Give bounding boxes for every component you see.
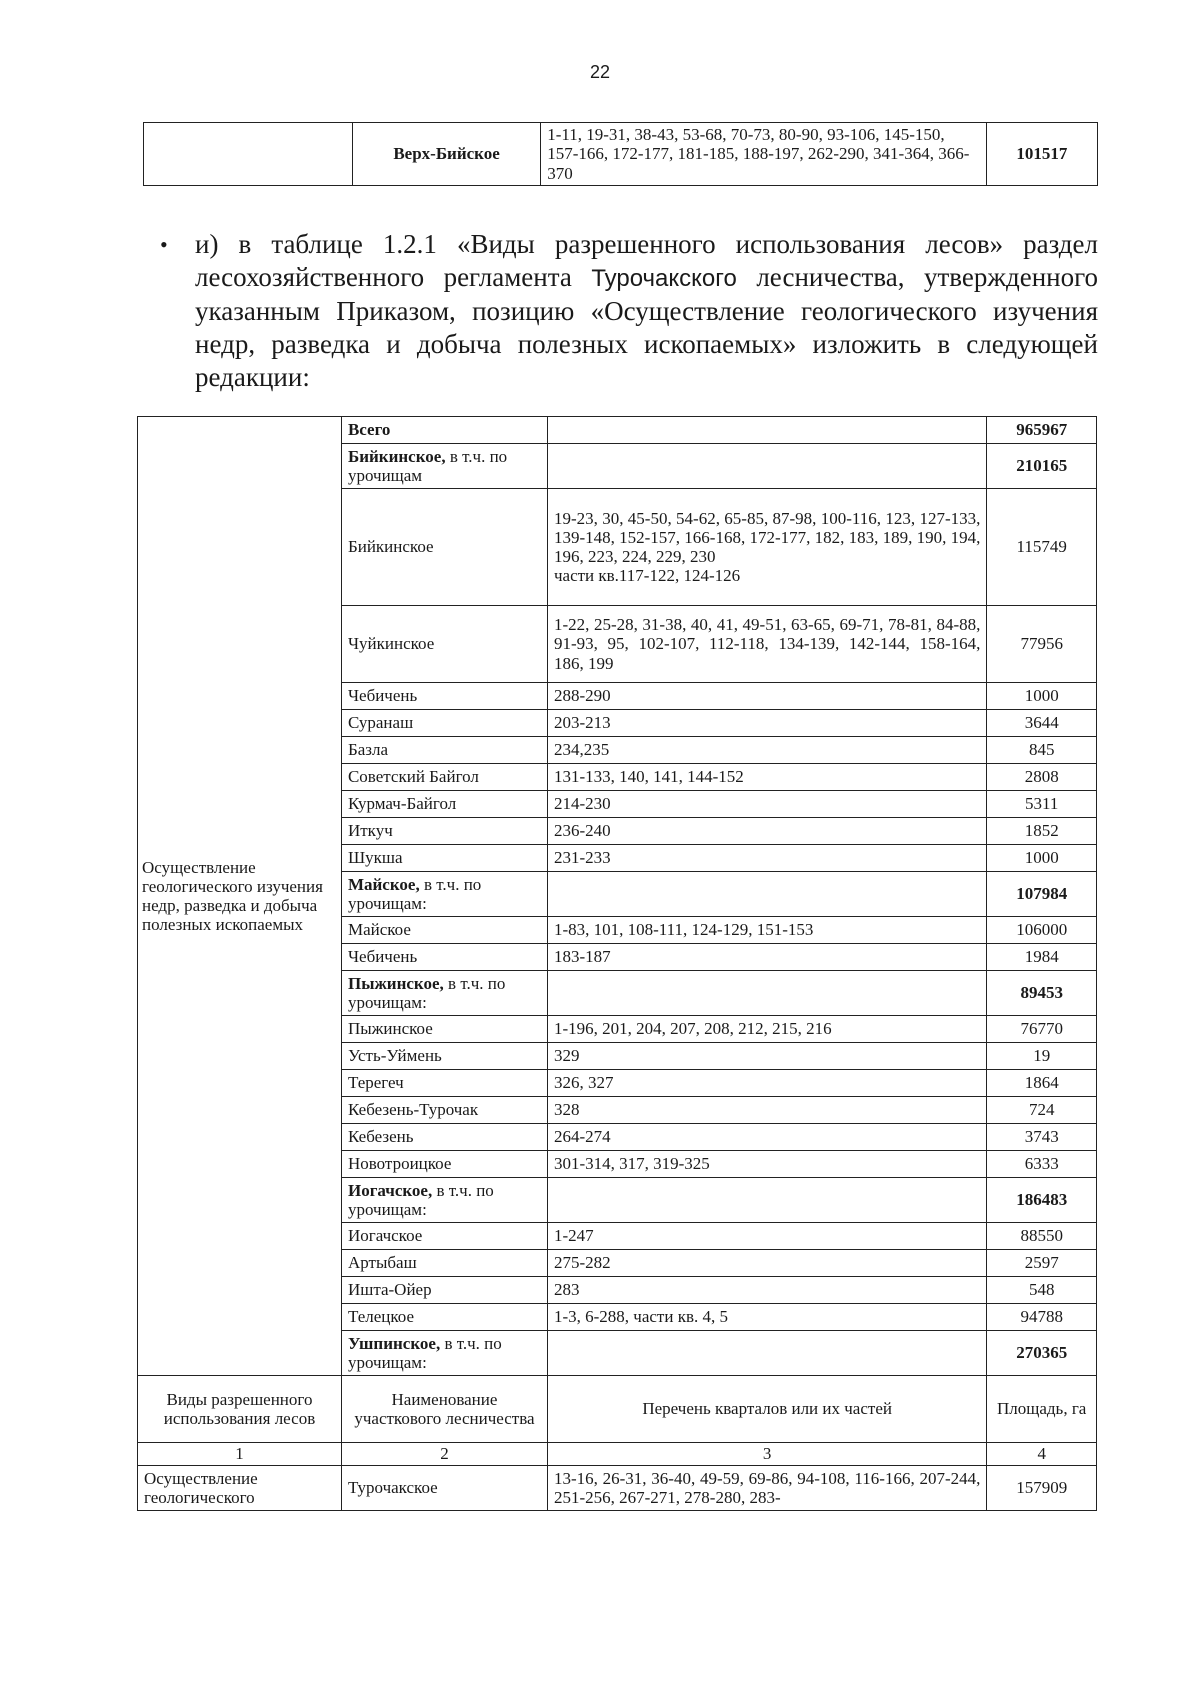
- forestry-subtotal-row: [138, 417, 1097, 444]
- instruction-forestry-name: Турочакского: [591, 265, 737, 292]
- forest-usage-table: [137, 416, 1097, 1511]
- forestry-name-cell: [341, 845, 547, 872]
- quarters-cell: 1-22, 25-28, 31-38, 40, 41, 49-51, 63-65, 69-71, 78-81, 84-88, 91-93, 95, 102-107, 112-118, 134-139, 142-144, 158-164, 186, 199: [547, 606, 986, 683]
- area-cell: 101517: [986, 123, 1097, 186]
- forestry-name-cell: [341, 791, 547, 818]
- forestry-name-cell: [341, 971, 547, 1016]
- forestry-name-cell: [341, 917, 547, 944]
- area-cell: 77956: [987, 606, 1097, 683]
- area-cell: 89453: [987, 971, 1097, 1016]
- previous-table-fragment: [143, 122, 1098, 186]
- forestry-name: Кебезень: [347, 1127, 414, 1147]
- forestry-name: Всего: [347, 420, 391, 440]
- forestry-name: Ишта-Ойер: [347, 1280, 432, 1300]
- area-cell: 2597: [987, 1250, 1097, 1277]
- forestry-name-cell: [341, 1277, 547, 1304]
- forestry-name: Бийкинское: [347, 537, 434, 557]
- empty-usage-cell: [144, 123, 353, 186]
- forestry-name: Артыбаш: [347, 1253, 417, 1273]
- header-col4: Площадь, га: [987, 1376, 1097, 1443]
- forestry-name: Иогачское: [347, 1226, 423, 1246]
- column-number-row: [138, 1443, 1097, 1466]
- forestry-name-cell: [341, 764, 547, 791]
- forestry-name-cell: [341, 944, 547, 971]
- forestry-name: Усть-Уймень: [347, 1046, 442, 1066]
- forestry-name-suffix: в т.ч. по урочищам:: [347, 1333, 502, 1372]
- forestry-name-cell: [341, 1043, 547, 1070]
- quarters-cell: 1-247: [547, 1223, 986, 1250]
- quarters-cell: 1-83, 101, 108-111, 124-129, 151-153: [547, 917, 986, 944]
- quarters-cell: 1-11, 19-31, 38-43, 53-68, 70-73, 80-90, 93-106, 145-150, 157-166, 172-177, 181-185, 188-197, 262-290, 341-364, 366-370: [541, 123, 987, 186]
- quarters-cell: 329: [547, 1043, 986, 1070]
- quarters-cell: 301-314, 317, 319-325: [547, 1151, 986, 1178]
- page-number: 22: [589, 62, 611, 82]
- forestry-name-suffix: в т.ч. по урочищам:: [347, 973, 506, 1012]
- quarters-cell: 203-213: [547, 710, 986, 737]
- forestry-name-cell: Турочакское: [341, 1466, 547, 1511]
- forestry-name-cell: [341, 417, 547, 444]
- forestry-name-cell: [341, 737, 547, 764]
- column-number: 3: [547, 1443, 986, 1466]
- forestry-name: Майское,: [347, 874, 420, 894]
- instruction-paragraph: [160, 228, 1098, 394]
- forestry-name-suffix: в т.ч. по урочищам:: [347, 874, 482, 913]
- quarters-cell: [547, 1178, 986, 1223]
- forestry-name-cell: [341, 444, 547, 489]
- area-cell: 88550: [987, 1223, 1097, 1250]
- area-cell: 6333: [987, 1151, 1097, 1178]
- instruction-text-2: лесничества, утвержденного указанным Приказом, позицию «Осуществление геологического изучения недр, разведка и добыча полезных ископаемых» изложить в следующей редакции:: [195, 262, 1098, 392]
- area-cell: 186483: [987, 1178, 1097, 1223]
- quarters-cell: 183-187: [547, 944, 986, 971]
- area-cell: 115749: [987, 489, 1097, 606]
- area-cell: 94788: [987, 1304, 1097, 1331]
- forestry-name-cell: [341, 606, 547, 683]
- area-cell: 3644: [987, 710, 1097, 737]
- forestry-name-cell: [341, 1016, 547, 1043]
- area-cell: 1000: [987, 683, 1097, 710]
- table-row: [144, 123, 1098, 186]
- forestry-name: Кебезень-Турочак: [347, 1100, 479, 1120]
- area-cell: 107984: [987, 872, 1097, 917]
- area-cell: 845: [987, 737, 1097, 764]
- forestry-name: Ушпинское,: [347, 1333, 441, 1353]
- quarters-cell: 231-233: [547, 845, 986, 872]
- area-cell: 2808: [987, 764, 1097, 791]
- forestry-name-cell: [341, 1250, 547, 1277]
- forestry-name: Терегеч: [347, 1073, 404, 1093]
- table-row: [138, 1466, 1097, 1511]
- forestry-name-cell: [341, 818, 547, 845]
- header-col3: Перечень кварталов или их частей: [547, 1376, 986, 1443]
- forestry-name: Советский Байгол: [347, 767, 479, 787]
- forestry-name: Чебичень: [347, 947, 418, 967]
- area-cell: 1864: [987, 1070, 1097, 1097]
- quarters-cell: [547, 1331, 986, 1376]
- forestry-name-cell: [341, 1151, 547, 1178]
- quarters-cell: 236-240: [547, 818, 986, 845]
- quarters-cell: 275-282: [547, 1250, 986, 1277]
- forestry-name-cell: Верх-Бийское: [352, 123, 540, 186]
- area-cell: 3743: [987, 1124, 1097, 1151]
- forestry-name-cell: [341, 1124, 547, 1151]
- forestry-name: Чуйкинское: [347, 634, 435, 654]
- column-number: 1: [138, 1443, 342, 1466]
- area-cell: 1984: [987, 944, 1097, 971]
- quarters-cell: 288-290: [547, 683, 986, 710]
- forestry-name: Телецкое: [347, 1307, 415, 1327]
- area-cell: 965967: [987, 417, 1097, 444]
- forestry-name-cell: [341, 1331, 547, 1376]
- area-cell: 5311: [987, 791, 1097, 818]
- quarters-cell: 1-3, 6-288, части кв. 4, 5: [547, 1304, 986, 1331]
- forestry-name-cell: [341, 489, 547, 606]
- forestry-name-cell: [341, 1070, 547, 1097]
- forestry-name-suffix: в т.ч. по урочищам: [347, 446, 508, 485]
- forestry-name-cell: [341, 683, 547, 710]
- area-cell: 157909: [987, 1466, 1097, 1511]
- forestry-name: Иткуч: [347, 821, 393, 841]
- quarters-cell: 328: [547, 1097, 986, 1124]
- forestry-name: Курмач-Байгол: [347, 794, 457, 814]
- usage-type-cell: Осуществление геологического: [138, 1466, 342, 1511]
- quarters-cell: 19-23, 30, 45-50, 54-62, 65-85, 87-98, 100-116, 123, 127-133, 139-148, 152-157, 166-168, 172-177, 182, 183, 189, 190, 194, 196, 223, 224, 229, 230 части кв.117-122, 124-126: [547, 489, 986, 606]
- area-cell: 548: [987, 1277, 1097, 1304]
- forestry-name-cell: [341, 1304, 547, 1331]
- area-cell: 76770: [987, 1016, 1097, 1043]
- quarters-cell: 283: [547, 1277, 986, 1304]
- forestry-name-cell: [341, 710, 547, 737]
- forestry-name-cell: [341, 1223, 547, 1250]
- quarters-cell: 264-274: [547, 1124, 986, 1151]
- quarters-cell: [547, 872, 986, 917]
- usage-type-cell: Осуществление геологического изучения недр, разведка и добыча полезных ископаемых: [138, 417, 342, 1376]
- forestry-name-cell: [341, 872, 547, 917]
- area-cell: 724: [987, 1097, 1097, 1124]
- quarters-cell: 131-133, 140, 141, 144-152: [547, 764, 986, 791]
- column-number: 4: [987, 1443, 1097, 1466]
- bullet-icon: •: [160, 232, 168, 257]
- forestry-name: Чебичень: [347, 686, 418, 706]
- forestry-name: Новотроицкое: [347, 1154, 452, 1174]
- forestry-name: Суранаш: [347, 713, 414, 733]
- area-cell: 1000: [987, 845, 1097, 872]
- quarters-cell: 1-196, 201, 204, 207, 208, 212, 215, 216: [547, 1016, 986, 1043]
- table-header-row: [138, 1376, 1097, 1443]
- forestry-name: Иогачское,: [347, 1180, 433, 1200]
- forestry-name: Шукша: [347, 848, 403, 868]
- forestry-name: Бийкинское,: [347, 446, 446, 466]
- forestry-name: Пыжинское: [347, 1019, 433, 1039]
- area-cell: 19: [987, 1043, 1097, 1070]
- area-cell: 106000: [987, 917, 1097, 944]
- quarters-cell: [547, 971, 986, 1016]
- area-cell: 210165: [987, 444, 1097, 489]
- forestry-name-suffix: в т.ч. по урочищам:: [347, 1180, 494, 1219]
- quarters-cell: 13-16, 26-31, 36-40, 49-59, 69-86, 94-108, 116-166, 207-244, 251-256, 267-271, 278-280, 283-: [547, 1466, 986, 1511]
- forestry-name: Базла: [347, 740, 389, 760]
- forestry-name-cell: [341, 1097, 547, 1124]
- header-col1: Виды разрешенного использования лесов: [138, 1376, 342, 1443]
- area-cell: 1852: [987, 818, 1097, 845]
- quarters-cell: 234,235: [547, 737, 986, 764]
- quarters-cell: 326, 327: [547, 1070, 986, 1097]
- instruction-text-1: и) в таблице 1.2.1 «Виды разрешенного использования лесов» раздел лесохозяйственного регламента: [195, 229, 1098, 292]
- quarters-cell: 214-230: [547, 791, 986, 818]
- quarters-cell: [547, 444, 986, 489]
- area-cell: 270365: [987, 1331, 1097, 1376]
- forestry-name: Майское: [347, 920, 411, 940]
- quarters-cell: [547, 417, 986, 444]
- forestry-name-cell: [341, 1178, 547, 1223]
- column-number: 2: [341, 1443, 547, 1466]
- header-col2: Наименование участкового лесничества: [341, 1376, 547, 1443]
- forestry-name: Пыжинское,: [347, 973, 444, 993]
